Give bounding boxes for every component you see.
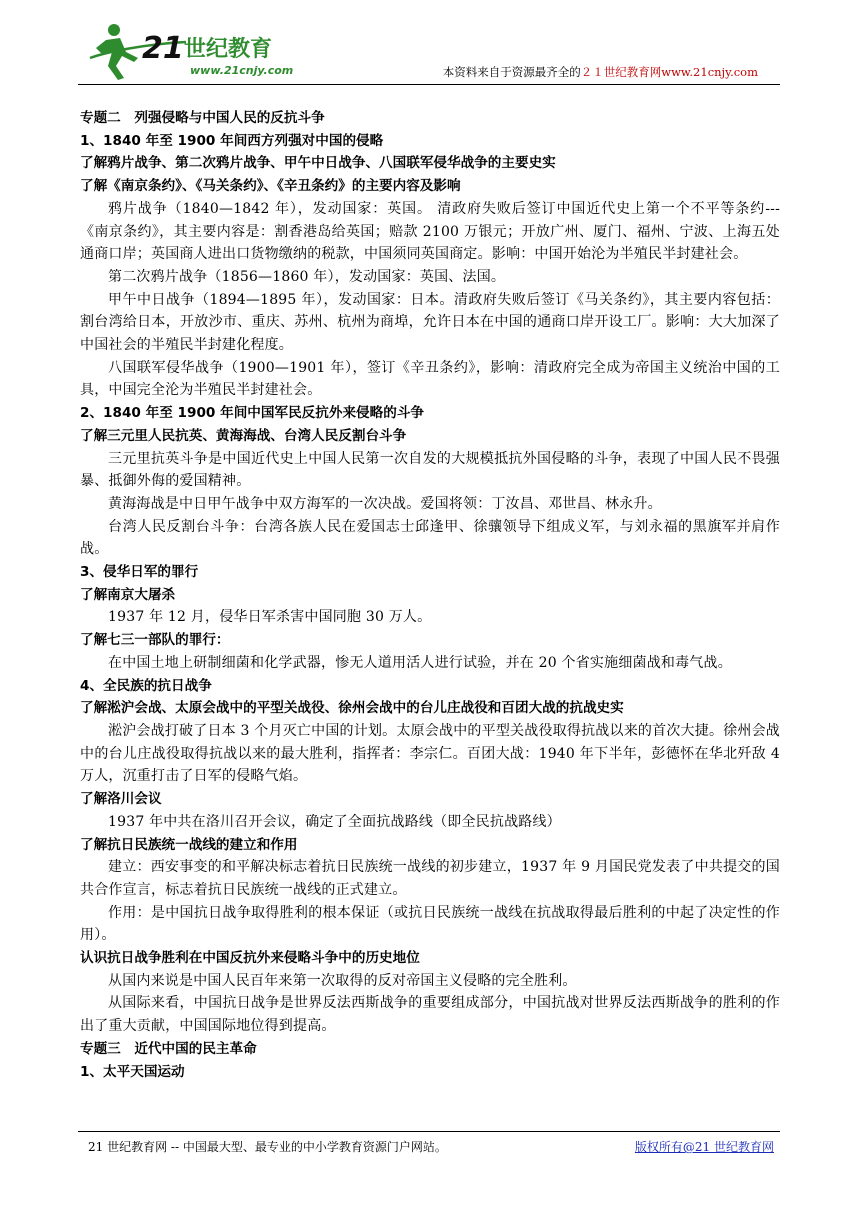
- paragraph: 台湾人民反割台斗争：台湾各族人民在爱国志士邱逢甲、徐骧领导下组成义军，与刘永福的黑旗军并肩作战。: [80, 518, 780, 558]
- heading: 了解淞沪会战、太原会战中的平型关战役、徐州会战中的台儿庄战役和百团大战的抗战史实: [80, 700, 624, 717]
- svg-text:21: 21: [142, 31, 184, 66]
- section-title: 专题三 近代中国的民主革命: [80, 1040, 257, 1057]
- heading: 了解南京大屠杀: [80, 586, 176, 603]
- paragraph: 建立：西安事变的和平解决标志着抗日民族统一战线的初步建立，1937 年 9 月国民党发表了中共提交的国共合作宣言，标志着抗日民族统一战线的正式建立。: [80, 859, 780, 898]
- heading: 了解三元里人民抗英、黄海海战、台湾人民反割台斗争: [80, 427, 407, 444]
- site-logo: [86, 18, 326, 82]
- paragraph: 作用：是中国抗日战争取得胜利的根本保证（或抗日民族统一战线在抗战取得最后胜利的中起了决定性的作用）。: [80, 904, 780, 944]
- heading: 认识抗日战争胜利在中国反抗外来侵略斗争中的历史地位: [80, 950, 420, 967]
- svg-text:世纪教育: 世纪教育: [184, 37, 273, 62]
- paragraph: 1937 年中共在洛川召开会议，确定了全面抗战路线（即全民抗战路线）: [108, 813, 561, 830]
- heading: 了解抗日民族统一战线的建立和作用: [80, 836, 298, 853]
- header-source-note: [443, 64, 758, 80]
- heading: 了解七三一部队的罪行：: [80, 632, 230, 649]
- paragraph: 淞沪会战打破了日本 3 个月灭亡中国的计划。太原会战中的平型关战役取得抗战以来的首次大捷。徐州会战中的台儿庄战役取得抗战以来的最大胜利，指挥者：李宗仁。百团大战：1940 年下半年，彭德怀在华北歼敌 4 万人，沉重打击了日军的侵略气焰。: [80, 722, 780, 785]
- heading: 了解洛川会议: [80, 791, 162, 808]
- paragraph: 从国际来看，中国抗日战争是世界反法西斯战争的重要组成部分，中国抗战对世界反法西斯战争的胜利的作出了重大贡献，中国国际地位得到提高。: [80, 995, 780, 1035]
- paragraph: 1937 年 12 月，侵华日军杀害中国同胞 30 万人。: [108, 609, 432, 626]
- page-header: [78, 18, 780, 85]
- paragraph: 三元里抗英斗争是中国近代史上中国人民第一次自发的大规模抵抗外国侵略的斗争，表现了中国人民不畏强暴、抵御外侮的爱国精神。: [80, 450, 780, 490]
- heading: 1、太平天国运动: [80, 1063, 185, 1080]
- footer-text: 21 世纪教育网 -- 中国最大型、最专业的中小学教育资源门户网站。: [88, 1140, 447, 1154]
- header-note-url[interactable]: www.21cnjy.com: [661, 65, 758, 79]
- heading: 4、全民族的抗日战争: [80, 677, 212, 694]
- page-footer: [78, 1131, 780, 1157]
- heading: 了解《南京条约》、《马关条约》、《辛丑条约》的主要内容及影响: [80, 178, 461, 195]
- paragraph: 在中国土地上研制细菌和化学武器，惨无人道用活人进行试验，并在 20 个省实施细菌战和毒气战。: [108, 654, 732, 671]
- paragraph: 鸦片战争（1840—1842 年），发动国家：英国。 清政府失败后签订中国近代史上第一个不平等条约---《南京条约》，其主要内容是：割香港岛给英国；赔款 2100 万银元；开放广州、厦门、福州、宁波、上海五处通商口岸；英国商人进出口货物缴纳的税款，中国须同英国商定。影响：中国开始沦为半殖民半封建社会。: [80, 200, 780, 263]
- paragraph: 八国联军侵华战争（1900—1901 年），签订《辛丑条约》，影响：清政府完全成为帝国主义统治中国的工具，中国完全沦为半殖民半封建社会。: [80, 359, 780, 399]
- heading: 2、1840 年至 1900 年间中国军民反抗外来侵略的斗争: [80, 405, 425, 422]
- paragraph: 黄海海战是中日甲午战争中双方海军的一次决战。爱国将领：丁汝昌、邓世昌、林永升。: [108, 495, 662, 512]
- svg-text:www.21cnjy.com: www.21cnjy.com: [190, 64, 294, 77]
- header-note-brand: ２１世纪教育网: [580, 65, 662, 79]
- heading: 1、1840 年至 1900 年间西方列强对中国的侵略: [80, 132, 384, 149]
- header-note-prefix: 本资料来自于资源最齐全的: [442, 65, 581, 79]
- section-title: 专题二 列强侵略与中国人民的反抗斗争: [80, 110, 325, 126]
- document-body: [80, 107, 780, 1083]
- heading: 3、侵华日军的罪行: [80, 564, 199, 581]
- paragraph: 从国内来说是中国人民百年来第一次取得的反对帝国主义侵略的完全胜利。: [108, 972, 577, 989]
- copyright-link[interactable]: 版权所有@21 世纪教育网: [634, 1140, 774, 1154]
- paragraph: 甲午中日战争（1894—1895 年），发动国家：日本。清政府失败后签订《马关条约》，其主要内容包括：割台湾给日本，开放沙市、重庆、苏州、杭州为商埠，允许日本在中国的通商口岸开设工厂。影响：大大加深了中国社会的半殖民半封建化程度。: [80, 291, 780, 354]
- heading: 了解鸦片战争、第二次鸦片战争、甲午中日战争、八国联军侵华战争的主要史实: [80, 155, 556, 172]
- paragraph: 第二次鸦片战争（1856—1860 年），发动国家：英国、法国。: [108, 268, 506, 285]
